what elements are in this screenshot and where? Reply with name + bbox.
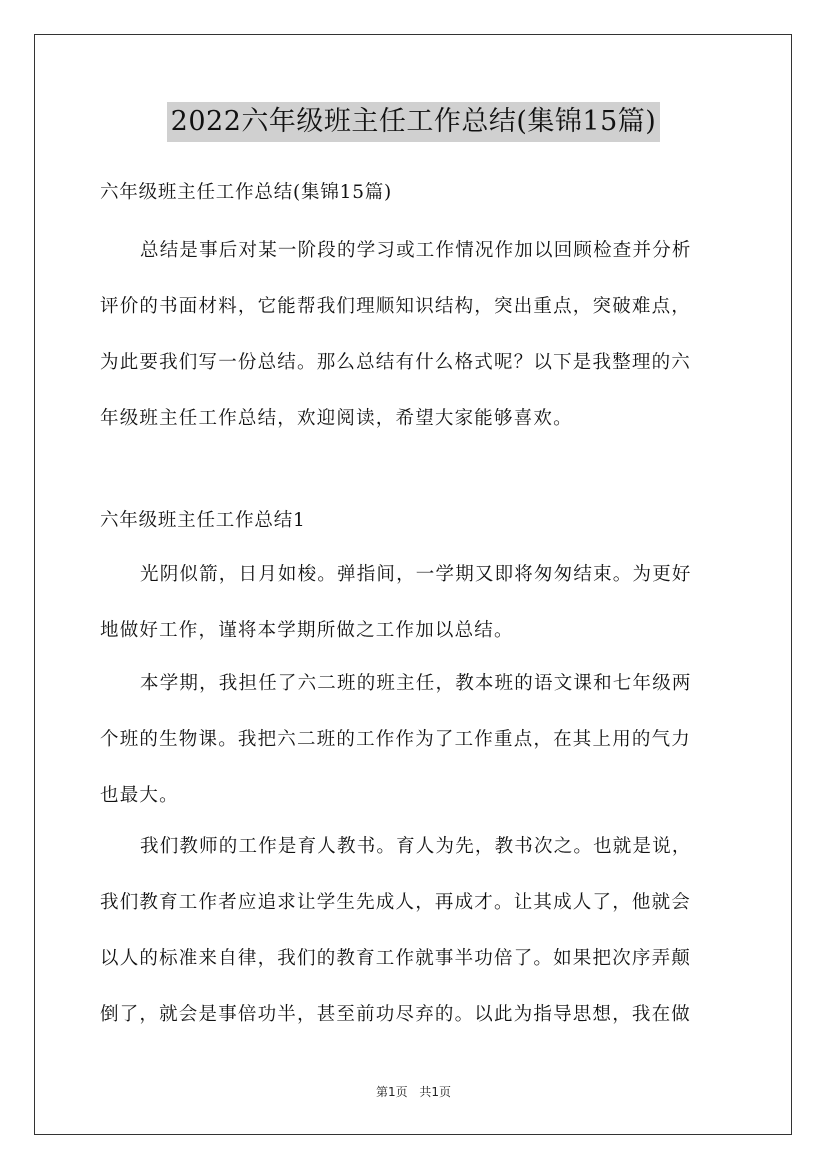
- page-total: 共1页: [419, 1085, 452, 1099]
- intro-line: 评价的书面材料，它能帮我们理顺知识结构，突出重点，突破难点，: [100, 296, 692, 317]
- page-number: 第1页: [375, 1085, 408, 1099]
- document-subtitle: 六年级班主任工作总结(集锦15篇): [100, 182, 393, 203]
- paragraph-line: 个班的生物课。我把六二班的工作作为了工作重点，在其上用的气力: [100, 729, 692, 750]
- paragraph-3: [100, 828, 692, 1034]
- paragraph-line: 光阴似箭，日月如梭。弹指间，一学期又即将匆匆结束。为更好: [140, 564, 692, 585]
- intro-line: 总结是事后对某一阶段的学习或工作情况作加以回顾检查并分析: [140, 240, 692, 261]
- document-title: 2022六年级班主任工作总结(集锦15篇): [167, 102, 661, 142]
- section-heading: 六年级班主任工作总结1: [100, 510, 306, 531]
- paragraph-1: [100, 556, 692, 650]
- paragraph-line: 倒了，就会是事倍功半，甚至前功尽弃的。以此为指导思想，我在做: [100, 1004, 692, 1025]
- page-footer: [0, 1083, 827, 1100]
- paragraph-line: 我们教育工作者应追求让学生先成人，再成才。让其成人了，他就会: [100, 892, 692, 913]
- paragraph-2: [100, 665, 692, 815]
- paragraph-line: 我们教师的工作是育人教书。育人为先，教书次之。也就是说，: [140, 836, 692, 857]
- paragraph-line: 本学期，我担任了六二班的班主任，教本班的语文课和七年级两: [140, 673, 692, 694]
- intro-line: 年级班主任工作总结，欢迎阅读，希望大家能够喜欢。: [100, 408, 573, 429]
- paragraph-line: 地做好工作，谨将本学期所做之工作加以总结。: [100, 620, 514, 641]
- paragraph-line: 以人的标准来自律，我们的教育工作就事半功倍了。如果把次序弄颠: [100, 948, 692, 969]
- intro-paragraph: [100, 232, 692, 438]
- paragraph-line: 也最大。: [100, 785, 179, 806]
- title-container: [0, 102, 827, 142]
- intro-line: 为此要我们写一份总结。那么总结有什么格式呢？以下是我整理的六: [100, 352, 692, 373]
